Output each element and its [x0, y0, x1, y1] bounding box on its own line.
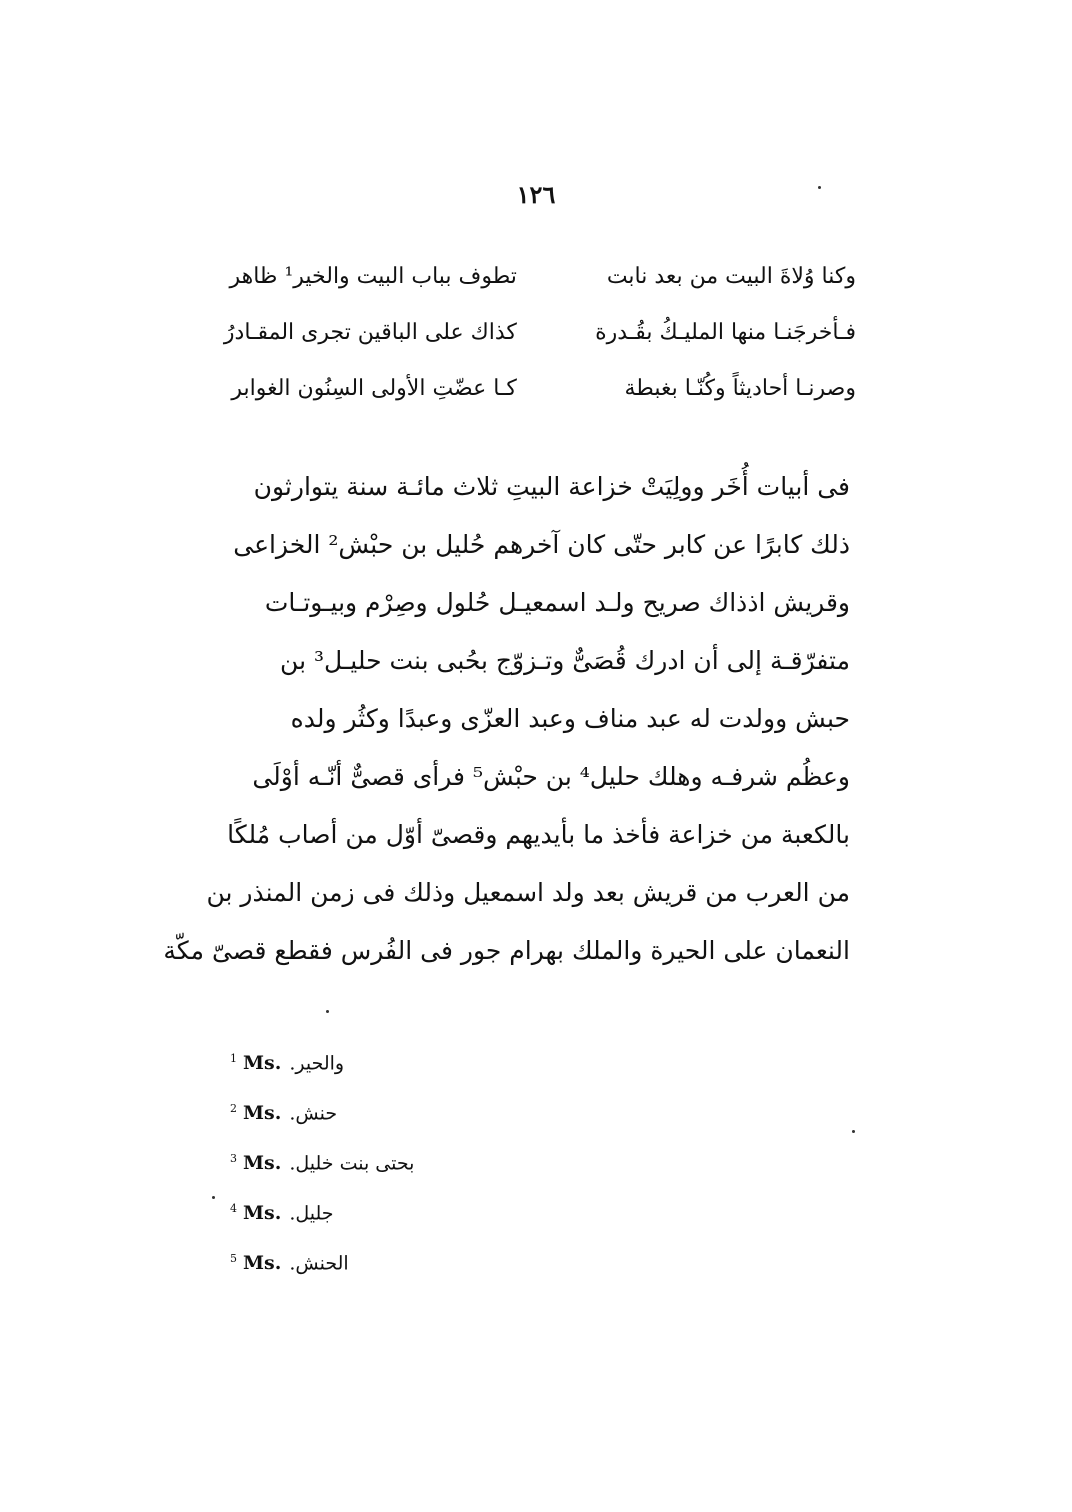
- hemistich-second: كذاك على الباقين تجرى المقـادرُ: [223, 319, 517, 345]
- footnote-number: 5: [230, 1252, 237, 1265]
- prose-line: حبش وولدت له عبد مناف وعبد العزّى وعبدًا وكثُر ولده: [290, 704, 850, 733]
- prose-paragraph: [163, 458, 850, 980]
- footnote-number: 3: [230, 1152, 237, 1165]
- prose-line: وعظُم شرفـه وهلك حليل⁴ بن حبْش⁵ فرأى قصىٌّ أنّـه أوْلَى: [252, 762, 850, 791]
- scan-speck: [212, 1196, 215, 1199]
- footnote-variant: حنش.: [289, 1102, 338, 1125]
- prose-line: من العرب من قريش بعد ولد اسمعيل وذلك فى زمن المنذر بن: [206, 878, 850, 907]
- prose-line: متفرّقـة إلى أن ادرك قُصَىٌّ وتـزوّج بحُبى بنت حليـل³ بن: [280, 646, 850, 675]
- scan-speck: [818, 186, 821, 189]
- prose-line: ذلك كابرًا عن كابر حتّى كان آخرهم حُليل بن حبْش² الخزاعى: [233, 530, 850, 559]
- scan-speck: [326, 1010, 329, 1013]
- hemistich-second: كـا عضّتِ الأولى السِنُون الغوابر: [231, 375, 517, 401]
- footnote-variant: والحير.: [289, 1052, 345, 1075]
- poem-verse: [228, 248, 856, 304]
- footnote-variant: بحتى بنت خليل.: [289, 1152, 415, 1175]
- footnote-ms-label: Ms.: [243, 1202, 282, 1225]
- footnote-number: 2: [230, 1102, 237, 1115]
- footnote-ms-label: Ms.: [243, 1252, 282, 1275]
- footnotes: [230, 1034, 530, 1284]
- footnote: [230, 1034, 530, 1084]
- hemistich-first: وكنا وُلاةَ البيت من بعد نابت: [606, 263, 856, 289]
- hemistich-second: تطوف بباب البيت والخير¹ ظاهر: [229, 263, 517, 289]
- footnote-number: 1: [230, 1052, 237, 1065]
- footnote-variant: الحنش.: [289, 1252, 349, 1275]
- footnote-variant: جليل.: [289, 1202, 334, 1225]
- footnote-ms-label: Ms.: [243, 1102, 282, 1125]
- scan-speck: [852, 1130, 855, 1133]
- poem-verse: [228, 360, 856, 416]
- prose-line: فى أبيات أُخَر وولِيَتْ خزاعة البيتِ ثلاث مائـة سنة يتوارثون: [253, 472, 850, 501]
- footnote: [230, 1234, 530, 1284]
- prose-line: وقريش اذذاك صريح ولـد اسمعيـل حُلول وصِرْم وبيـوتـات: [264, 588, 850, 617]
- page-number: ١٢٦: [516, 180, 556, 209]
- footnote-number: 4: [230, 1202, 237, 1215]
- prose-line: النعمان على الحيرة والملك بهرام جور فى الفُرس فقطع قصىّ مكّة: [163, 936, 850, 965]
- footnote: [230, 1134, 530, 1184]
- prose-line: بالكعبة من خزاعة فأخذ ما بأيديهم وقصىّ أوّل من أصاب مُلكًا: [227, 820, 850, 849]
- hemistich-first: وصرنـا أحاديثاً وكُنّـا بغبطة: [624, 375, 856, 401]
- footnote: [230, 1184, 530, 1234]
- footnote-ms-label: Ms.: [243, 1152, 282, 1175]
- footnote: [230, 1084, 530, 1134]
- footnote-ms-label: Ms.: [243, 1052, 282, 1075]
- hemistich-first: فـأخرجَنـا منها المليـكُ بقُـدرة: [595, 319, 856, 345]
- poem: [223, 248, 856, 416]
- poem-verse: [223, 304, 856, 360]
